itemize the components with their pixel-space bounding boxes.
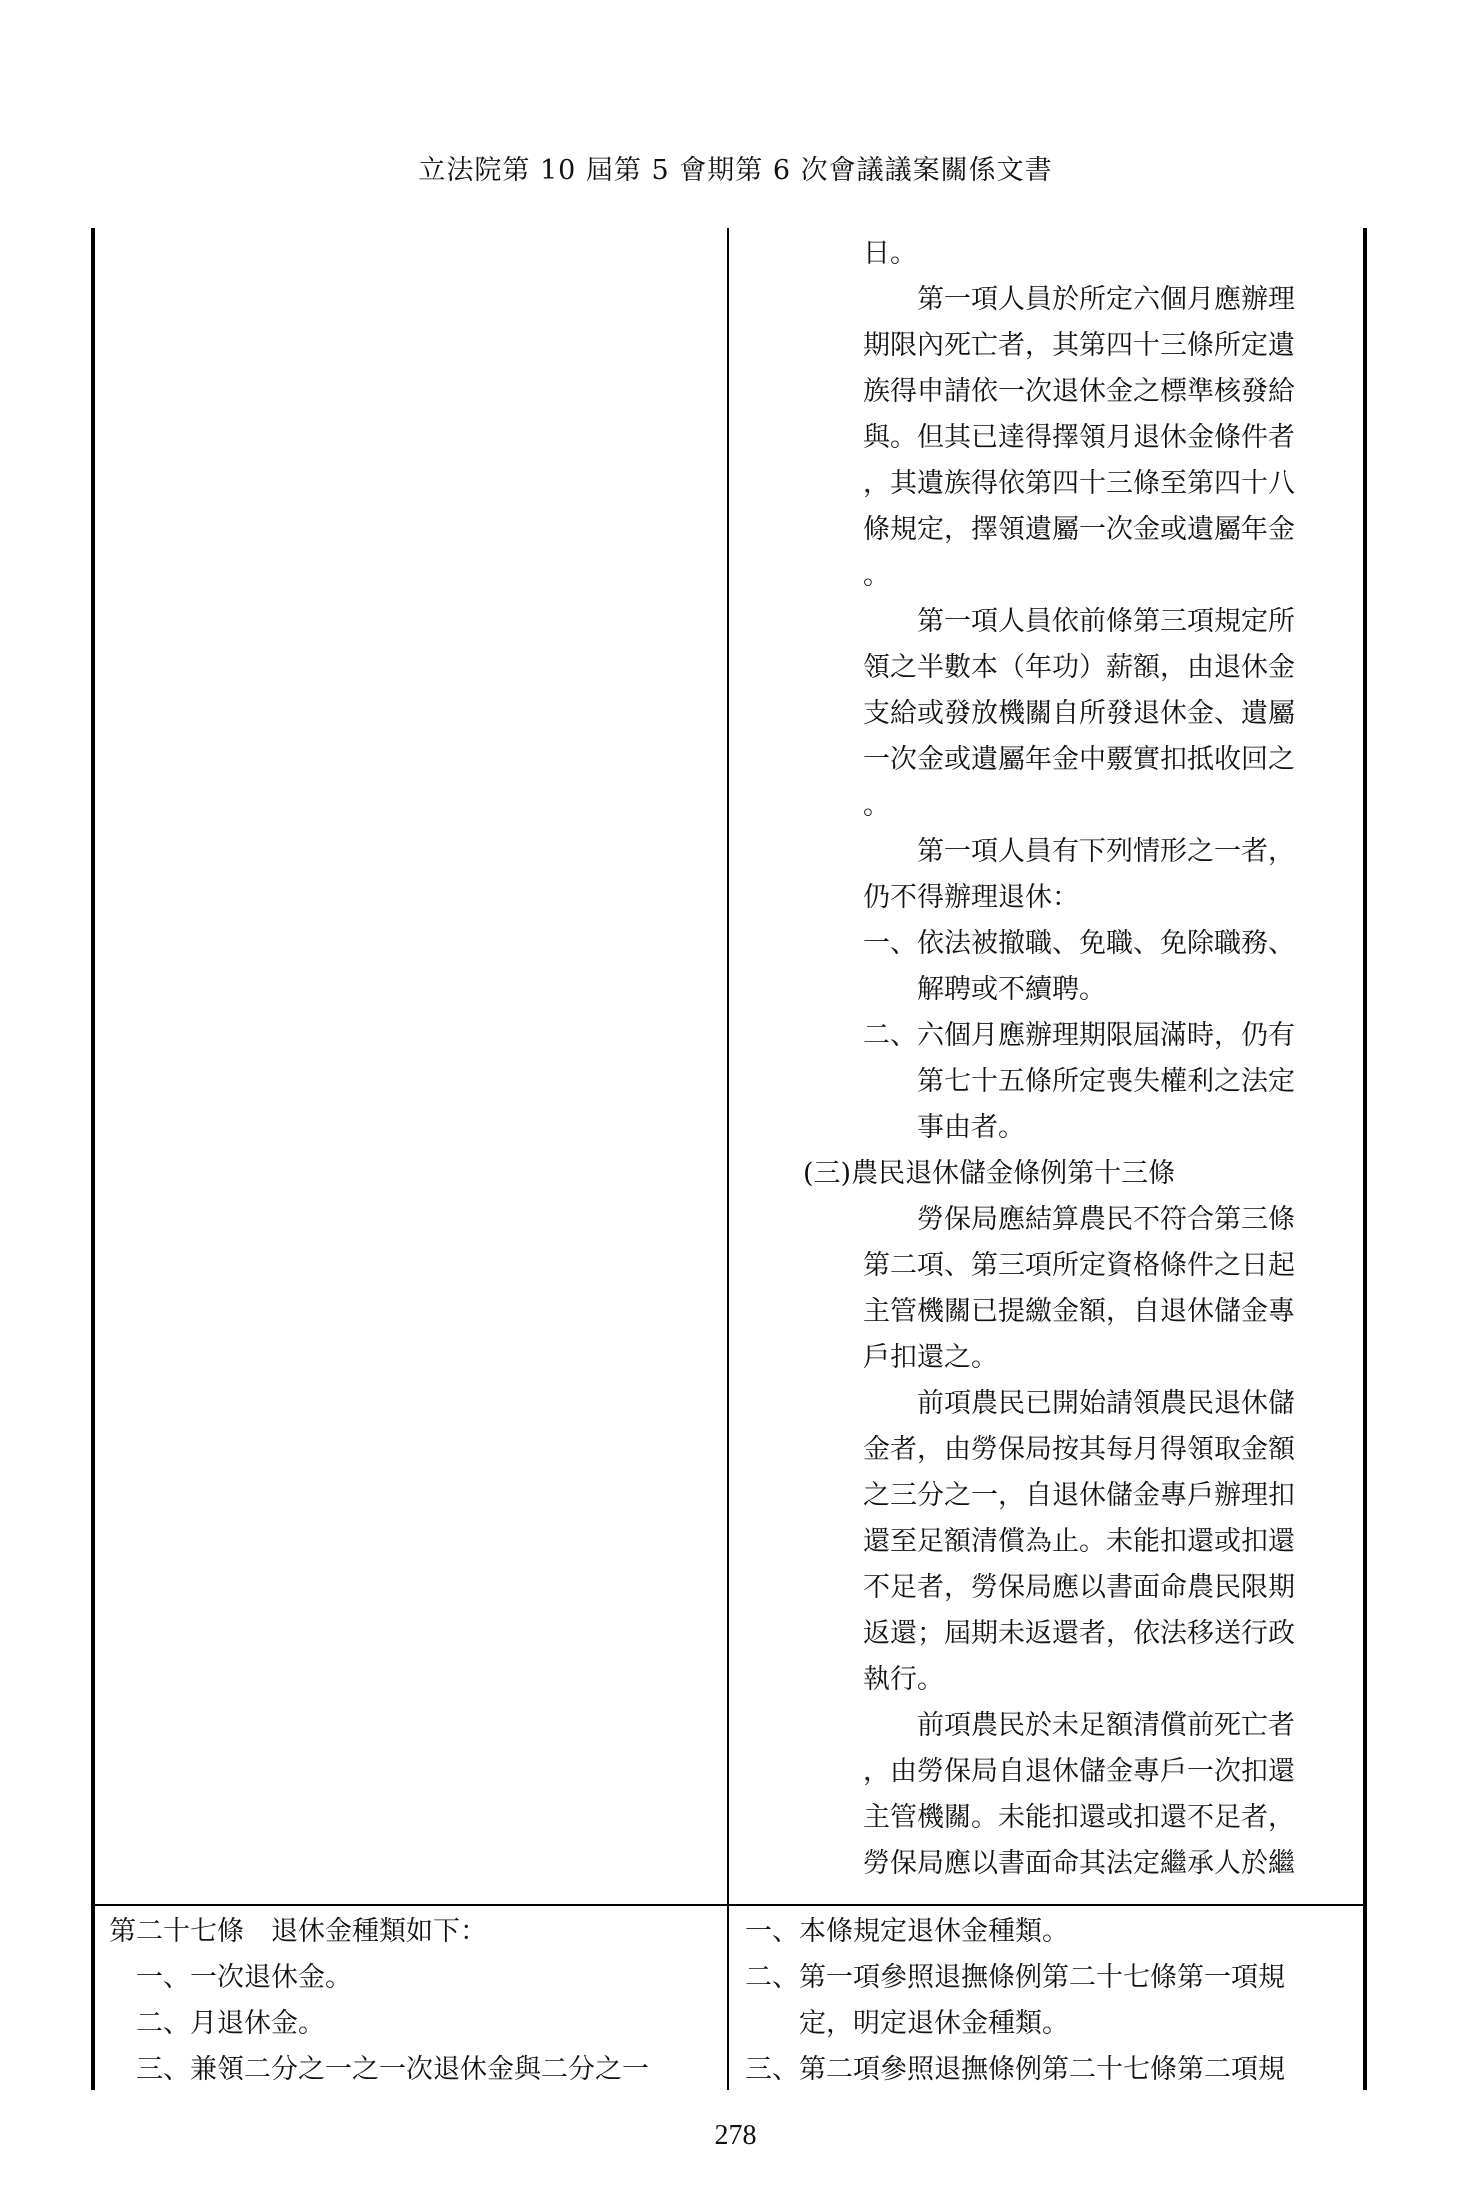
text-line: 勞保局應結算農民不符合第三條 [863, 1204, 1295, 1235]
text-line: 主管機關已提繳金額，自退休儲金專 [863, 1296, 1295, 1327]
text-line: 前項農民已開始請領農民退休儲 [863, 1388, 1295, 1419]
table-left-border [91, 228, 95, 2090]
explanation-line: 一、本條規定退休金種類。 [745, 1916, 1069, 1947]
text-line: 金者，由勞保局按其每月得領取金額 [863, 1434, 1295, 1465]
text-line: 條規定，擇領遺屬一次金或遺屬年金 [863, 514, 1295, 545]
table-right-border [1363, 228, 1367, 2090]
text-line: 事由者。 [863, 1112, 1025, 1143]
text-line: 執行。 [863, 1664, 944, 1695]
article-line: 一、一次退休金。 [109, 1962, 352, 1993]
text-line: 返還；屆期未返還者，依法移送行政 [863, 1618, 1295, 1649]
text-line: 之三分之一，自退休儲金專戶辦理扣 [863, 1480, 1295, 1511]
text-line: 第二項、第三項所定資格條件之日起 [863, 1250, 1295, 1281]
text-line: 不足者，勞保局應以書面命農民限期 [863, 1572, 1295, 1603]
section-heading: (三)農民退休儲金條例第十三條 [803, 1158, 1176, 1189]
document-header: 立法院第 10 屆第 5 會期第 6 次會議議案關係文書 [418, 155, 1053, 186]
text-line: 第一項人員依前條第三項規定所 [863, 606, 1295, 637]
text-line: ，由勞保局自退休儲金專戶一次扣還 [863, 1756, 1295, 1787]
text-line: 二、六個月應辦理期限屆滿時，仍有 [863, 1020, 1295, 1051]
text-line: 支給或發放機關自所發退休金、遺屬 [863, 698, 1295, 729]
text-line: 。 [863, 560, 890, 591]
text-line: 勞保局應以書面命其法定繼承人於繼 [863, 1848, 1295, 1879]
text-line: 主管機關。未能扣還或扣還不足者， [863, 1802, 1295, 1833]
text-line: 仍不得辦理退休： [863, 882, 1079, 913]
article-line: 第二十七條 退休金種類如下： [109, 1916, 487, 1947]
text-line: 領之半數本（年功）薪額，由退休金 [863, 652, 1295, 683]
table-row-divider [91, 1904, 1367, 1906]
text-line: 第七十五條所定喪失權利之法定 [863, 1066, 1295, 1097]
article-line: 三、兼領二分之一之一次退休金與二分之一 [109, 2054, 649, 2085]
text-line: 日。 [863, 238, 917, 269]
explanation-line: 二、第一項參照退撫條例第二十七條第一項規 [745, 1962, 1285, 1993]
text-line: 解聘或不續聘。 [863, 974, 1106, 1005]
text-line: 第一項人員有下列情形之一者， [863, 836, 1295, 867]
comparison-table [91, 228, 1367, 2090]
text-line: ，其遺族得依第四十三條至第四十八 [863, 468, 1295, 499]
text-line: 還至足額清償為止。未能扣還或扣還 [863, 1526, 1295, 1557]
page-number: 278 [714, 2120, 757, 2151]
explanation-line: 三、第二項參照退撫條例第二十七條第二項規 [745, 2054, 1285, 2085]
text-line: 戶扣還之。 [863, 1342, 998, 1373]
explanation-line: 定，明定退休金種類。 [745, 2008, 1069, 2039]
text-line: 前項農民於未足額清償前死亡者 [863, 1710, 1295, 1741]
text-line: 第一項人員於所定六個月應辦理 [863, 284, 1295, 315]
text-line: 與。但其已達得擇領月退休金條件者 [863, 422, 1295, 453]
text-line: 期限內死亡者，其第四十三條所定遺 [863, 330, 1295, 361]
text-line: 一、依法被撤職、免職、免除職務、 [863, 928, 1295, 959]
text-line: 。 [863, 790, 890, 821]
article-line: 二、月退休金。 [109, 2008, 325, 2039]
text-line: 一次金或遺屬年金中覈實扣抵收回之 [863, 744, 1295, 775]
table-column-divider [727, 228, 729, 2090]
text-line: 族得申請依一次退休金之標準核發給 [863, 376, 1295, 407]
